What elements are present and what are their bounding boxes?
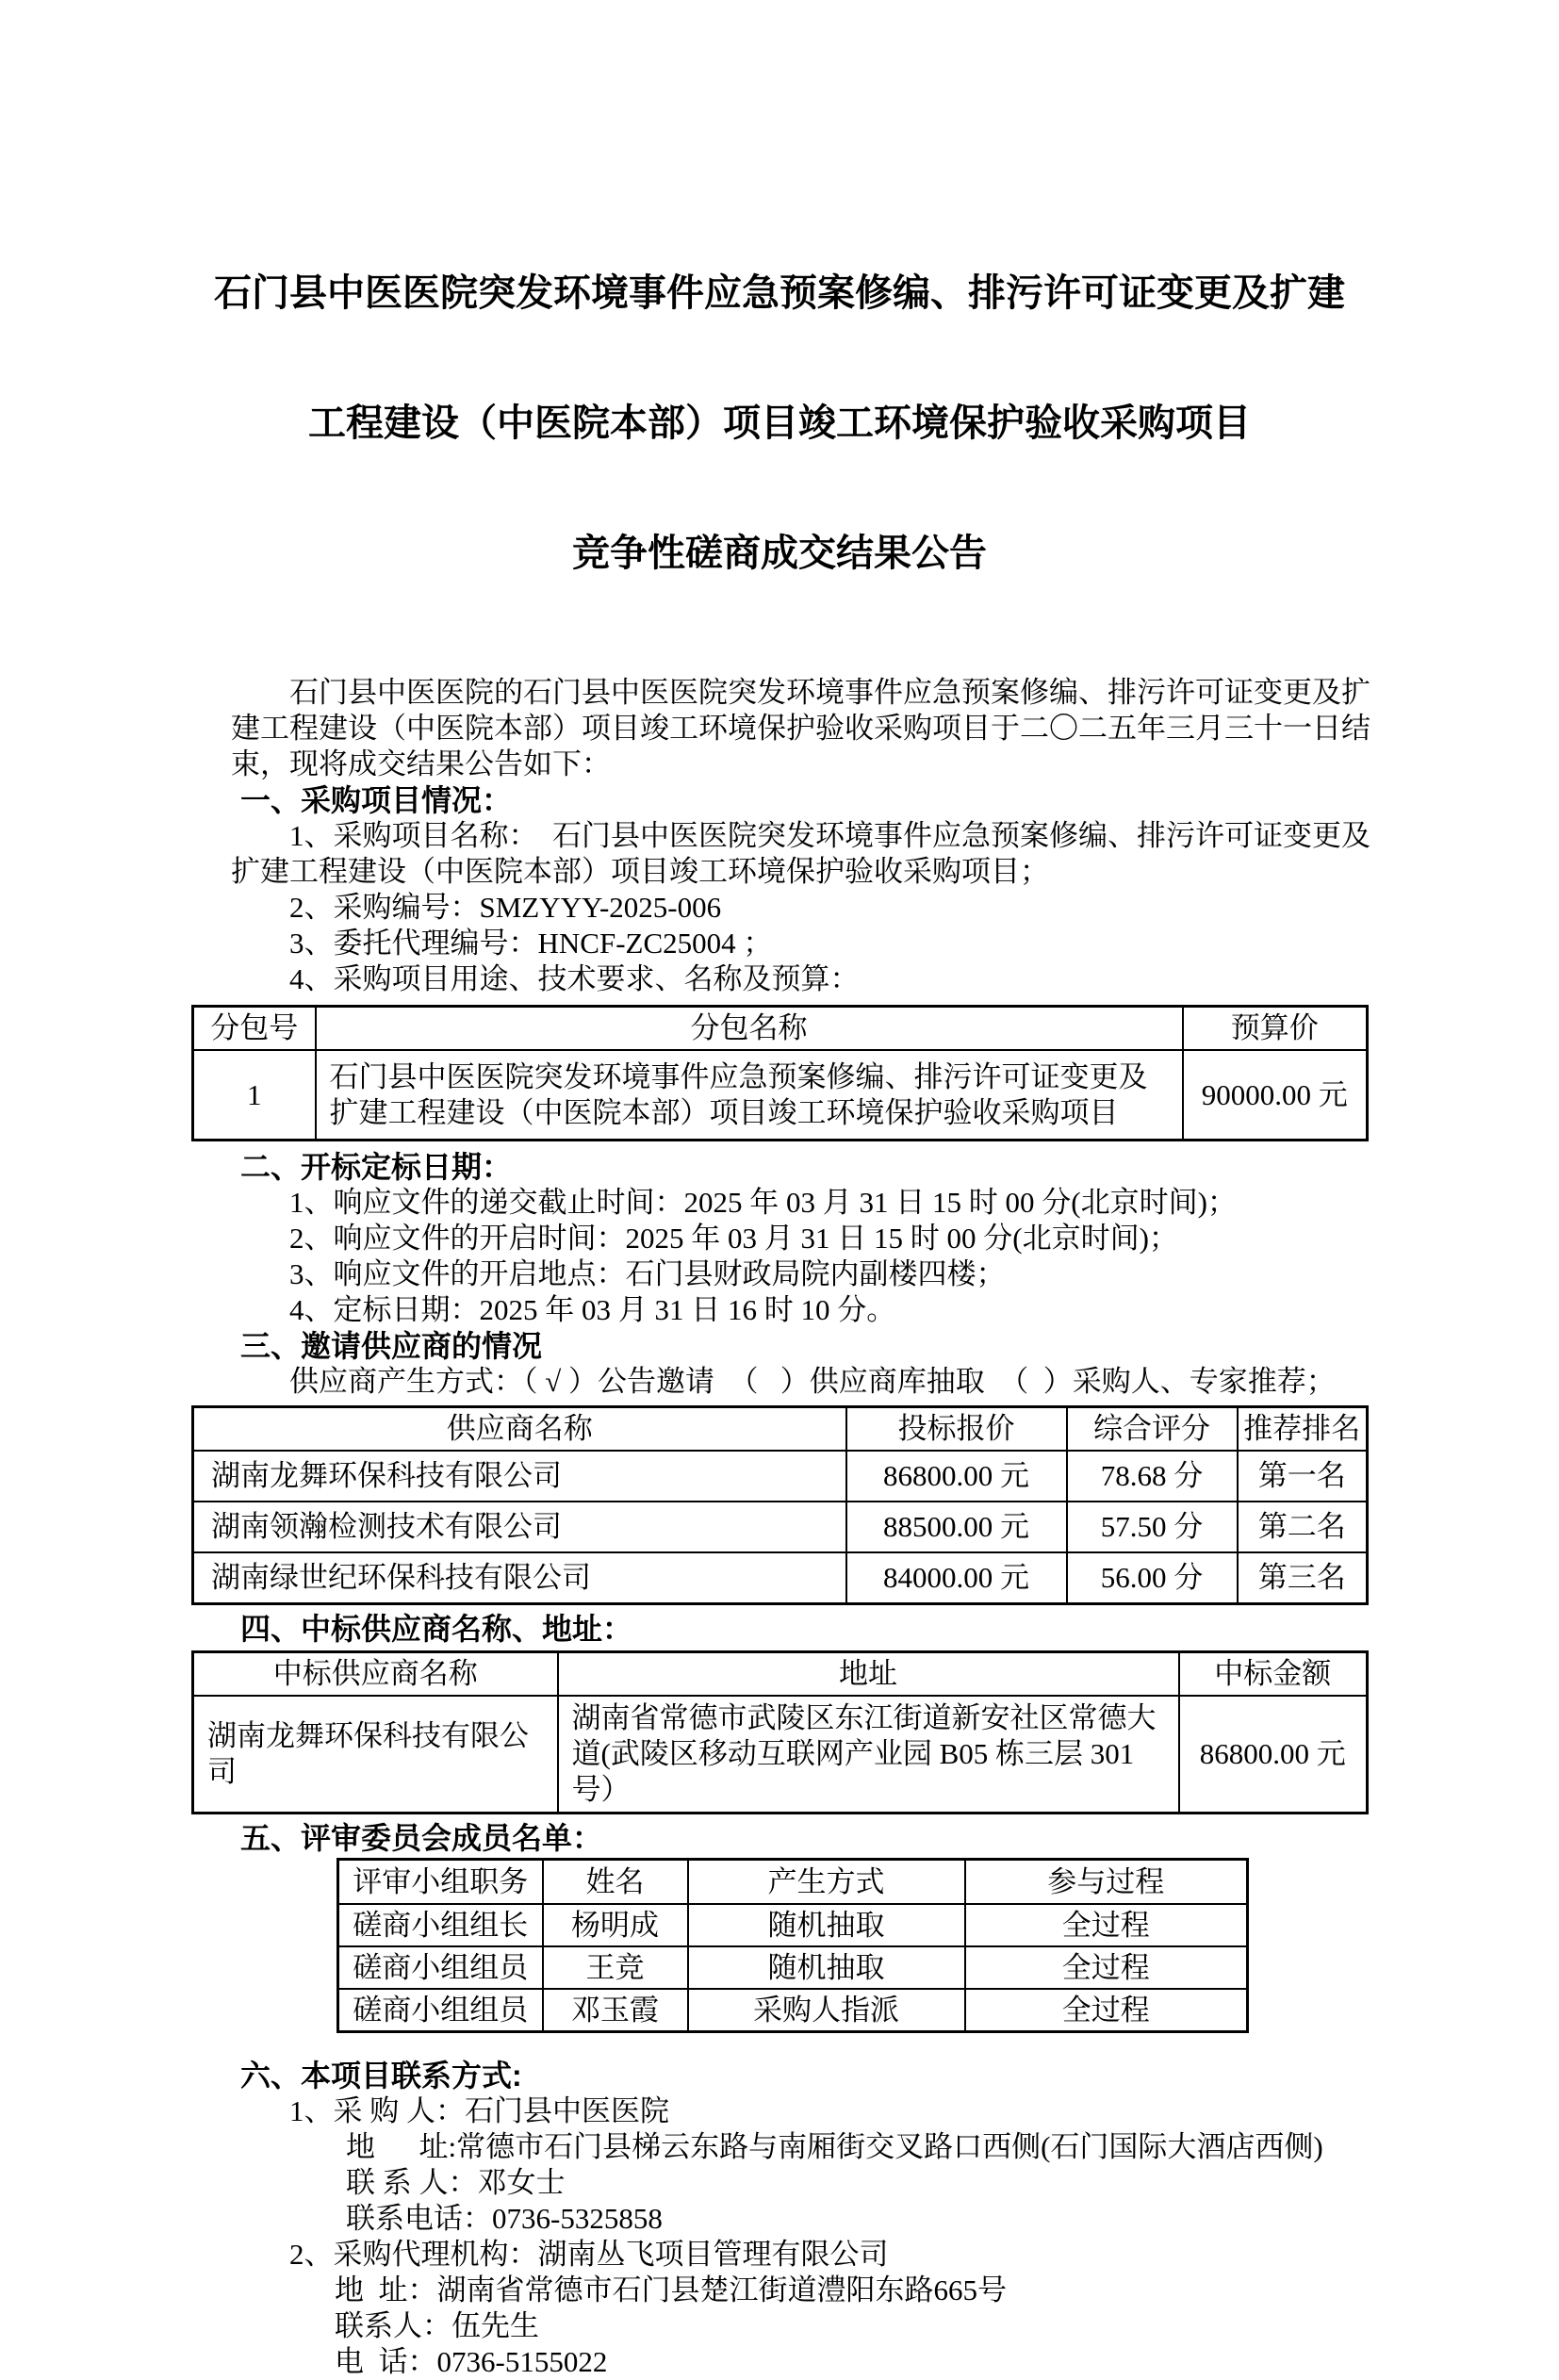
committee-process: 全过程 <box>965 1946 1248 1989</box>
table-row <box>193 1696 1368 1814</box>
table-row <box>193 1502 1368 1552</box>
supplier-rank: 第二名 <box>1238 1502 1368 1552</box>
committee-col-name: 姓名 <box>543 1860 688 1905</box>
section-2-item-2: 2、响应文件的开启时间：2025 年 03 月 31 日 15 时 00 分(北京时间)； <box>289 1222 1178 1255</box>
table-row <box>338 1904 1248 1946</box>
section-1-item-1: 1、采购项目名称： 石门县中医医院突发环境事件应急预案修编、排污许可证变更及扩建工程建设（中医院本部）项目竣工环境保护验收采购项目； <box>231 819 1370 888</box>
committee-role: 磋商小组组员 <box>338 1946 543 1989</box>
committee-method: 采购人指派 <box>688 1989 965 2032</box>
supplier-price: 86800.00 元 <box>846 1451 1067 1502</box>
package-table <box>191 1005 1369 1141</box>
table-row <box>193 1451 1368 1502</box>
buyer-contact: 联 系 人：邓女士 <box>346 2166 566 2199</box>
winner-table <box>191 1650 1369 1814</box>
section-2-item-1: 1、响应文件的递交截止时间：2025 年 03 月 31 日 15 时 00 分(北京时间)； <box>289 1186 1237 1219</box>
package-col-name: 分包名称 <box>316 1007 1183 1051</box>
buyer-phone: 联系电话：0736-5325858 <box>346 2202 663 2235</box>
supplier-rank: 第三名 <box>1238 1552 1368 1604</box>
package-col-budget: 预算价 <box>1183 1007 1368 1051</box>
agency-contact: 联系人：伍先生 <box>335 2309 539 2342</box>
table-row <box>193 1050 1368 1141</box>
supplier-score: 56.00 分 <box>1067 1552 1238 1604</box>
committee-role: 磋商小组组长 <box>338 1904 543 1946</box>
buyer-address: 地 址:常德市石门县梯云东路与南厢街交叉路口西侧(石门国际大酒店西侧) <box>346 2130 1323 2163</box>
section-1-item-4: 4、采购项目用途、技术要求、名称及预算： <box>289 962 860 995</box>
package-col-no: 分包号 <box>193 1007 316 1051</box>
page-title <box>113 185 1446 662</box>
committee-col-role: 评审小组职务 <box>338 1860 543 1905</box>
table-row <box>338 1989 1248 2032</box>
section-6-heading: 六、本项目联系方式: <box>240 2059 522 2093</box>
winner-table-header-row <box>193 1652 1368 1697</box>
title-line-2: 工程建设（中医院本部）项目竣工环境保护验收采购项目 <box>308 402 1251 444</box>
supplier-rank: 第一名 <box>1238 1451 1368 1502</box>
committee-name: 杨明成 <box>543 1904 688 1946</box>
section-3-heading: 三、邀请供应商的情况 <box>240 1329 543 1363</box>
supplier-name: 湖南龙舞环保科技有限公司 <box>193 1451 846 1502</box>
supplier-col-rank: 推荐排名 <box>1238 1407 1368 1452</box>
table-row <box>193 1552 1368 1604</box>
section-4-heading: 四、中标供应商名称、地址： <box>240 1612 633 1646</box>
supplier-table-header-row <box>193 1407 1368 1452</box>
supplier-col-score: 综合评分 <box>1067 1407 1238 1452</box>
supplier-col-name: 供应商名称 <box>193 1407 846 1452</box>
supplier-score: 78.68 分 <box>1067 1451 1238 1502</box>
section-2-item-4: 4、定标日期：2025 年 03 月 31 日 16 时 10 分。 <box>289 1293 896 1326</box>
supplier-name: 湖南领瀚检测技术有限公司 <box>193 1502 846 1552</box>
package-name: 石门县中医医院突发环境事件应急预案修编、排污许可证变更及扩建工程建设（中医院本部）项目竣工环境保护验收采购项目 <box>316 1050 1183 1141</box>
winner-name: 湖南龙舞环保科技有限公司 <box>193 1696 558 1814</box>
supplier-method-line: 供应商产生方式：（ √ ）公告邀请 （ ）供应商库抽取 （ ）采购人、专家推荐； <box>289 1365 1336 1398</box>
committee-name: 王竞 <box>543 1946 688 1989</box>
table-row <box>338 1946 1248 1989</box>
section-1-item-3: 3、委托代理编号：HNCF-ZC25004 ； <box>289 927 773 960</box>
committee-col-process: 参与过程 <box>965 1860 1248 1905</box>
committee-role: 磋商小组组员 <box>338 1989 543 2032</box>
agency-address: 地 址：湖南省常德市石门县楚江街道澧阳东路665号 <box>335 2273 1007 2306</box>
winner-amount: 86800.00 元 <box>1179 1696 1368 1814</box>
supplier-score: 57.50 分 <box>1067 1502 1238 1552</box>
agency-line: 2、采购代理机构：湖南丛飞项目管理有限公司 <box>289 2238 889 2271</box>
supplier-price: 84000.00 元 <box>846 1552 1067 1604</box>
agency-phone: 电 话：0736-5155022 <box>335 2345 608 2378</box>
section-1-heading: 一、采购项目情况： <box>240 783 513 817</box>
committee-table <box>336 1858 1249 2033</box>
buyer-line: 1、采 购 人：石门县中医医院 <box>289 2094 669 2127</box>
winner-col-amount: 中标金额 <box>1179 1652 1368 1697</box>
package-budget: 90000.00 元 <box>1183 1050 1368 1141</box>
supplier-price: 88500.00 元 <box>846 1502 1067 1552</box>
package-no: 1 <box>193 1050 316 1141</box>
committee-name: 邓玉霞 <box>543 1989 688 2032</box>
committee-method: 随机抽取 <box>688 1946 965 1989</box>
title-line-1: 石门县中医医院突发环境事件应急预案修编、排污许可证变更及扩建 <box>214 271 1345 314</box>
winner-col-name: 中标供应商名称 <box>193 1652 558 1697</box>
committee-table-header-row <box>338 1860 1248 1905</box>
section-1-item-2: 2、采购编号：SMZYYY-2025-006 <box>289 891 722 924</box>
committee-method: 随机抽取 <box>688 1904 965 1946</box>
supplier-col-price: 投标报价 <box>846 1407 1067 1452</box>
committee-process: 全过程 <box>965 1989 1248 2032</box>
title-line-3: 竞争性磋商成交结果公告 <box>572 532 987 574</box>
supplier-name: 湖南绿世纪环保科技有限公司 <box>193 1552 846 1604</box>
package-table-header-row <box>193 1007 1368 1051</box>
committee-col-method: 产生方式 <box>688 1860 965 1905</box>
winner-col-address: 地址 <box>558 1652 1179 1697</box>
intro-paragraph: 石门县中医医院的石门县中医医院突发环境事件应急预案修编、排污许可证变更及扩建工程建设（中医院本部）项目竣工环境保护验收采购项目于二〇二五年三月三十一日结束，现将成交结果公告如下： <box>231 676 1370 780</box>
supplier-table <box>191 1405 1369 1605</box>
committee-process: 全过程 <box>965 1904 1248 1946</box>
section-2-item-3: 3、响应文件的开启地点：石门县财政局院内副楼四楼； <box>289 1257 1006 1290</box>
section-5-heading: 五、评审委员会成员名单： <box>240 1821 603 1855</box>
section-2-heading: 二、开标定标日期： <box>240 1150 513 1184</box>
winner-address: 湖南省常德市武陵区东江街道新安社区常德大道(武陵区移动互联网产业园 B05 栋三层 301 号） <box>558 1696 1179 1814</box>
